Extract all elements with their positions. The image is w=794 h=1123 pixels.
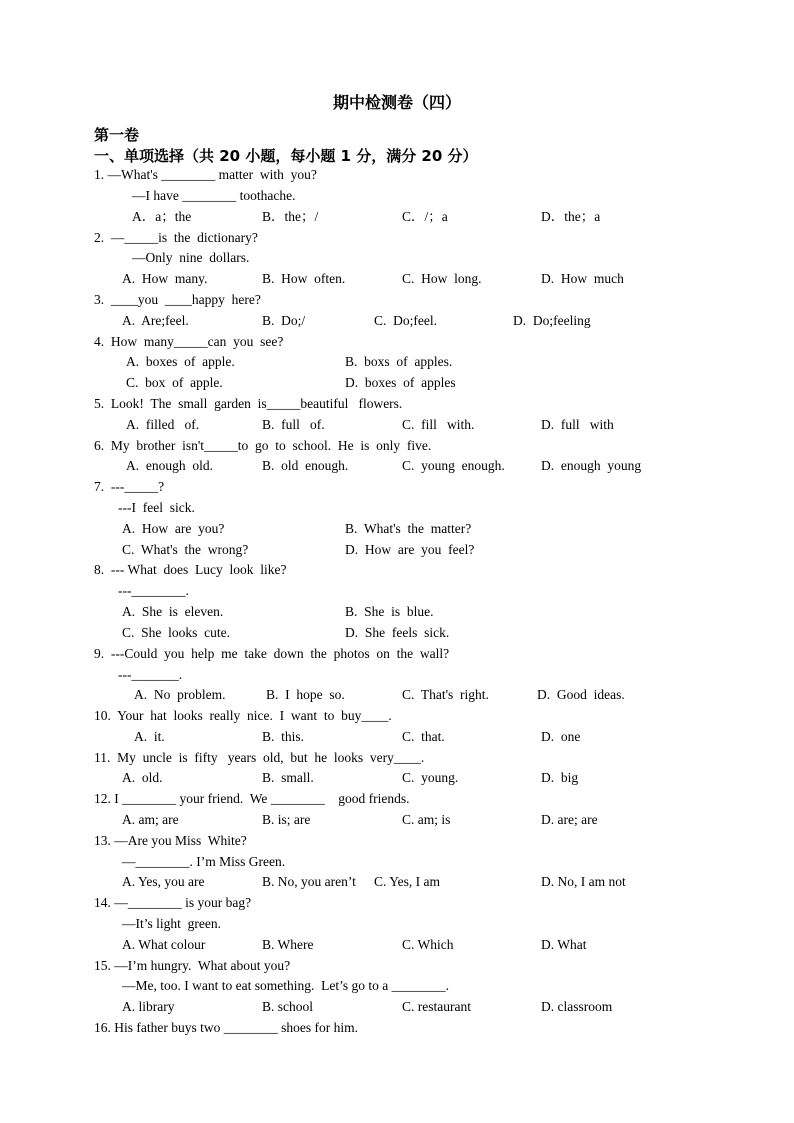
question-4-option-c: C. box of apple. <box>126 375 223 390</box>
question-1-option-b: B．the；/ <box>262 209 319 224</box>
question-5-option-d: D. full with <box>541 417 614 432</box>
question-8-option-d: D. She feels sick. <box>345 625 450 640</box>
question-9-option-a: A. No problem. <box>134 687 226 702</box>
question-6-option-a: A. enough old. <box>126 458 213 473</box>
volume-heading: 第一卷 <box>94 126 140 144</box>
question-10-stem: 10. Your hat looks really nice. I want to buy____. <box>94 708 392 723</box>
question-2-option-d: D. How much <box>541 271 624 286</box>
question-14-option-b: B. Where <box>262 937 314 952</box>
question-15-option-d: D. classroom <box>541 999 613 1014</box>
question-3-option-b: B. Do;/ <box>262 313 306 328</box>
question-4-stem: 4. How many_____can you see? <box>94 334 284 349</box>
question-14-option-c: C. Which <box>402 937 454 952</box>
question-2-option-c: C. How long. <box>402 271 482 286</box>
question-15-stem: 15. —I’m hungry. What about you? <box>94 958 291 973</box>
question-15-option-a: A. library <box>122 999 175 1014</box>
question-9-stem: 9. ---Could you help me take down the photos on the wall? <box>94 646 450 661</box>
question-13-option-a: A. Yes, you are <box>122 874 205 889</box>
question-1-option-c: C．/；a <box>402 209 448 224</box>
question-5-option-a: A. filled of. <box>126 417 200 432</box>
question-6-option-c: C. young enough. <box>402 458 505 473</box>
question-6-option-d: D. enough young <box>541 458 642 473</box>
question-13-option-b: B. No, you aren’t <box>262 874 356 889</box>
question-13-option-c: C. Yes, I am <box>374 874 441 889</box>
question-12-option-a: A. am; are <box>122 812 179 827</box>
question-2-option-a: A. How many. <box>122 271 208 286</box>
question-5-stem: 5. Look! The small garden is_____beautiful flowers. <box>94 396 403 411</box>
question-10-option-a: A. it. <box>134 729 165 744</box>
question-8-option-b: B. She is blue. <box>345 604 434 619</box>
question-7-response: ---I feel sick. <box>118 500 195 515</box>
question-5-option-c: C. fill with. <box>402 417 475 432</box>
question-1-response: —I have ________ toothache. <box>132 188 296 203</box>
question-7-stem: 7. ---_____? <box>94 479 165 494</box>
question-13-option-d: D. No, I am not <box>541 874 626 889</box>
question-3-stem: 3. ____you ____happy here? <box>94 292 261 307</box>
question-8-option-a: A. She is eleven. <box>122 604 224 619</box>
question-14-stem: 14. —________ is your bag? <box>94 895 252 910</box>
question-1-option-d: D．the；a <box>541 209 601 224</box>
question-11-option-d: D. big <box>541 770 579 785</box>
section-heading: 一、单项选择（共 20 小题，每小题 1 分，满分 20 分） <box>94 147 478 165</box>
question-10-option-b: B. this. <box>262 729 305 744</box>
question-6-stem: 6. My brother isn't_____to go to school. He is only five. <box>94 438 432 453</box>
question-3-option-c: C. Do;feel. <box>374 313 437 328</box>
question-16-stem: 16. His father buys two ________ shoes for him. <box>94 1020 358 1035</box>
question-14-option-d: D. What <box>541 937 587 952</box>
question-9-option-c: C. That's right. <box>402 687 489 702</box>
question-12-option-d: D. are; are <box>541 812 598 827</box>
question-2-stem: 2. —_____is the dictionary? <box>94 230 258 245</box>
question-10-option-d: D. one <box>541 729 581 744</box>
question-8-stem: 8. --- What does Lucy look like? <box>94 562 287 577</box>
question-15-option-c: C. restaurant <box>402 999 471 1014</box>
question-15-response: —Me, too. I want to eat something. Let’s go to a ________. <box>122 978 449 993</box>
question-11-option-b: B. small. <box>262 770 314 785</box>
question-7-option-a: A. How are you? <box>122 521 225 536</box>
question-13-stem: 13. —Are you Miss White? <box>94 833 247 848</box>
question-12-option-c: C. am; is <box>402 812 451 827</box>
question-2-option-b: B. How often. <box>262 271 346 286</box>
question-14-option-a: A. What colour <box>122 937 206 952</box>
page-title: 期中检测卷（四） <box>332 93 461 112</box>
question-13-response: —________. I’m Miss Green. <box>122 854 286 869</box>
question-1-stem: 1. —What's ________ matter with you? <box>94 167 317 182</box>
question-12-option-b: B. is; are <box>262 812 311 827</box>
question-9-option-d: D. Good ideas. <box>537 687 625 702</box>
question-2-response: —Only nine dollars. <box>132 250 250 265</box>
question-6-option-b: B. old enough. <box>262 458 349 473</box>
question-4-option-b: B. boxs of apples. <box>345 354 453 369</box>
question-3-option-d: D. Do;feeling <box>513 313 591 328</box>
question-3-option-a: A. Are;feel. <box>122 313 189 328</box>
question-14-response: —It’s light green. <box>122 916 221 931</box>
question-11-option-c: C. young. <box>402 770 459 785</box>
question-9-option-b: B. I hope so. <box>266 687 345 702</box>
question-7-option-c: C. What's the wrong? <box>122 542 249 557</box>
question-5-option-b: B. full of. <box>262 417 325 432</box>
question-8-response: ---________. <box>118 583 189 598</box>
question-11-stem: 11. My uncle is fifty years old, but he looks very____. <box>94 750 425 765</box>
question-12-stem: 12. I ________ your friend. We ________ good friends. <box>94 791 410 806</box>
question-9-response: ---_______. <box>118 667 183 682</box>
question-7-option-d: D. How are you feel? <box>345 542 475 557</box>
question-4-option-a: A. boxes of apple. <box>126 354 235 369</box>
question-11-option-a: A. old. <box>122 770 163 785</box>
question-1-option-a: A．a；the <box>132 209 192 224</box>
question-10-option-c: C. that. <box>402 729 445 744</box>
question-15-option-b: B. school <box>262 999 314 1014</box>
question-4-option-d: D. boxes of apples <box>345 375 456 390</box>
question-8-option-c: C. She looks cute. <box>122 625 230 640</box>
question-7-option-b: B. What's the matter? <box>345 521 472 536</box>
